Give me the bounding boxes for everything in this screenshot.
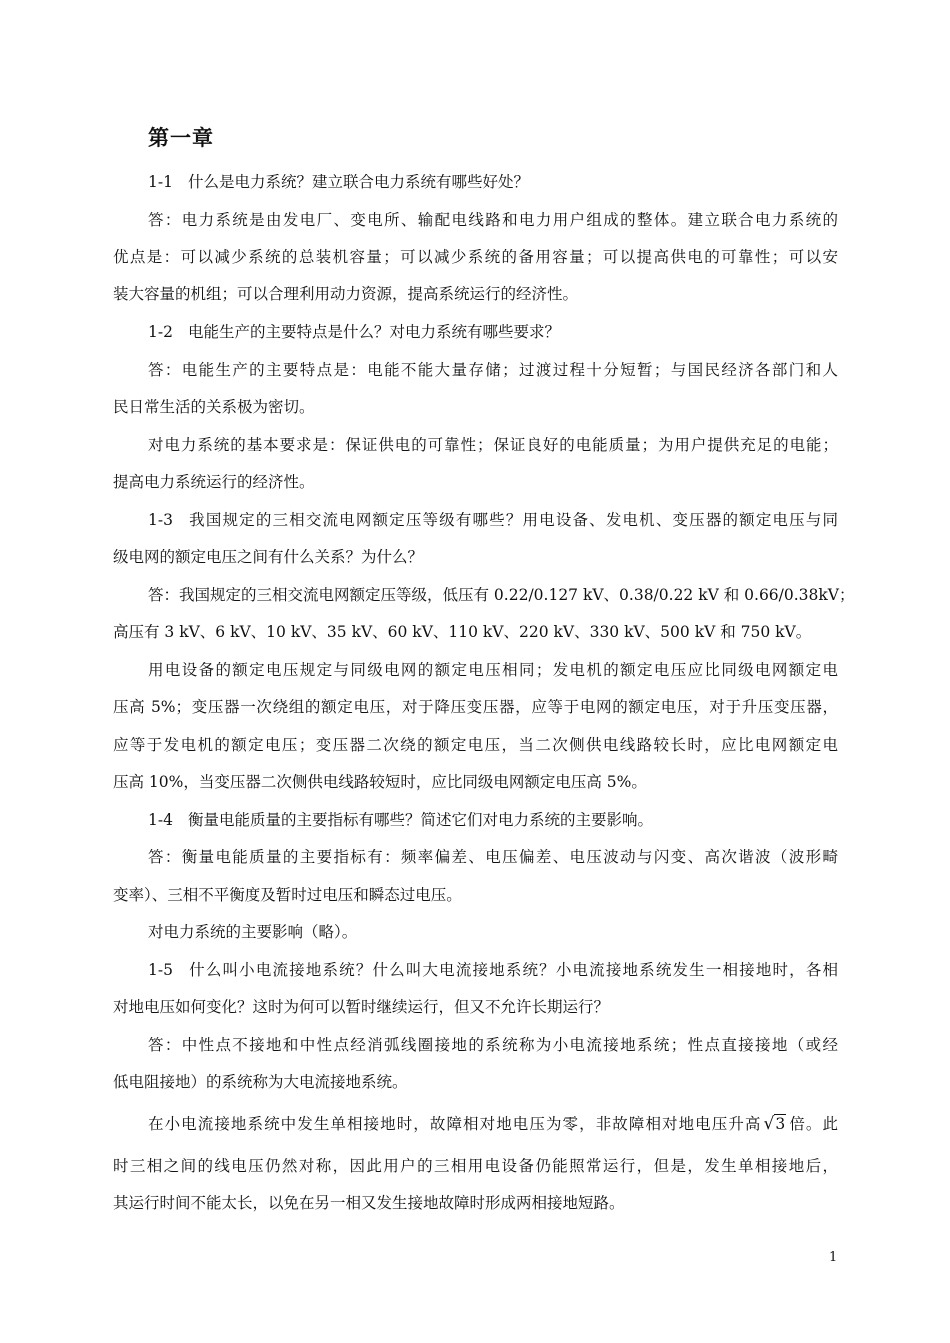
answer-line: 提高电力系统运行的经济性。 bbox=[113, 473, 315, 491]
answer-line: 对电力系统的主要影响（略）。 bbox=[148, 923, 358, 941]
question-number: 1-5 bbox=[148, 961, 173, 979]
answer-line: 民日常生活的关系极为密切。 bbox=[113, 398, 315, 416]
formula-text-after: 倍。此 bbox=[788, 1115, 838, 1133]
formula-text-before: 在小电流接地系统中发生单相接地时，故障相对地电压为零，非故障相对地电压升高 bbox=[148, 1115, 762, 1133]
question-text: 衡量电能质量的主要指标有哪些？简述它们对电力系统的主要影响。 bbox=[188, 811, 654, 829]
question-text: 电能生产的主要特点是什么？对电力系统有哪些要求？ bbox=[188, 323, 561, 341]
question-number: 1-4 bbox=[148, 811, 173, 829]
answer-line: 答：我国规定的三相交流电网额定压等级，低压有 0.22/0.127 kV、0.38/0.22 kV 和 0.66/0.38kV； bbox=[148, 586, 855, 604]
answer-line: 变率）、三相不平衡度及暂时过电压和瞬态过电压。 bbox=[113, 886, 462, 904]
question-number: 1-2 bbox=[148, 323, 173, 341]
question-text: 我国规定的三相交流电网额定压等级有哪些？用电设备、发电机、变压器的额定电压与同 bbox=[188, 511, 838, 529]
answer-line: 压高 10%，当变压器二次侧供电线路较短时，应比同级电网额定电压高 5%。 bbox=[113, 773, 647, 791]
answer-line: 用电设备的额定电压规定与同级电网的额定电压相同；发电机的额定电压应比同级电网额定电 bbox=[148, 661, 838, 679]
radical-sign: √ bbox=[763, 1114, 775, 1134]
answer-line: 高压有 3 kV、6 kV、10 kV、35 kV、60 kV、110 kV、220 kV、330 kV、500 kV 和 750 kV。 bbox=[113, 623, 812, 641]
question-1-1 bbox=[148, 172, 529, 192]
page-number: 1 bbox=[829, 1250, 838, 1265]
answer-line: 对电力系统的基本要求是：保证供电的可靠性；保证良好的电能质量；为用户提供充足的电能； bbox=[148, 436, 838, 454]
answer-line: 应等于发电机的额定电压；变压器二次绕的额定电压，当二次侧供电线路较长时，应比电网额定电 bbox=[113, 736, 838, 754]
answer-line-with-formula bbox=[148, 1114, 838, 1134]
radicand: 3 bbox=[775, 1115, 786, 1133]
question-1-5 bbox=[148, 960, 838, 980]
answer-line: 答：电能生产的主要特点是：电能不能大量存储；过渡过程十分短暂；与国民经济各部门和人 bbox=[148, 361, 838, 379]
question-text: 什么叫小电流接地系统？什么叫大电流接地系统？小电流接地系统发生一相接地时，各相 bbox=[188, 961, 838, 979]
answer-line: 低电阻接地）的系统称为大电流接地系统。 bbox=[113, 1073, 408, 1091]
answer-line: 答：中性点不接地和中性点经消弧线圈接地的系统称为小电流接地系统；性点直接接地（或经 bbox=[148, 1036, 838, 1054]
question-number: 1-1 bbox=[148, 173, 173, 191]
answer-line: 其运行时间不能太长，以免在另一相又发生接地故障时形成两相接地短路。 bbox=[113, 1194, 625, 1212]
question-1-4 bbox=[148, 810, 653, 830]
answer-line: 优点是：可以减少系统的总装机容量；可以减少系统的备用容量；可以提高供电的可靠性；可以安 bbox=[113, 248, 838, 266]
chapter-title: 第一章 bbox=[148, 126, 214, 150]
question-text-cont: 级电网的额定电压之间有什么关系？为什么？ bbox=[113, 548, 424, 566]
answer-line: 装大容量的机组；可以合理利用动力资源，提高系统运行的经济性。 bbox=[113, 285, 579, 303]
question-1-2 bbox=[148, 322, 560, 342]
question-text: 什么是电力系统？建立联合电力系统有哪些好处？ bbox=[188, 173, 530, 191]
answer-line: 压高 5%；变压器一次绕组的额定电压，对于降压变压器，应等于电网的额定电压，对于升压变压器， bbox=[113, 698, 838, 716]
question-text-cont: 对地电压如何变化？这时为何可以暂时继续运行，但又不允许长期运行？ bbox=[113, 998, 610, 1016]
answer-line: 时三相之间的线电压仍然对称，因此用户的三相用电设备仍能照常运行，但是，发生单相接地后， bbox=[113, 1157, 838, 1175]
answer-line: 答：电力系统是由发电厂、变电所、输配电线路和电力用户组成的整体。建立联合电力系统的 bbox=[148, 211, 838, 229]
answer-line: 答：衡量电能质量的主要指标有：频率偏差、电压偏差、电压波动与闪变、高次谐波（波形畸 bbox=[148, 848, 838, 866]
question-1-3 bbox=[148, 510, 838, 530]
question-number: 1-3 bbox=[148, 511, 173, 529]
sqrt-3-formula bbox=[764, 1114, 787, 1134]
